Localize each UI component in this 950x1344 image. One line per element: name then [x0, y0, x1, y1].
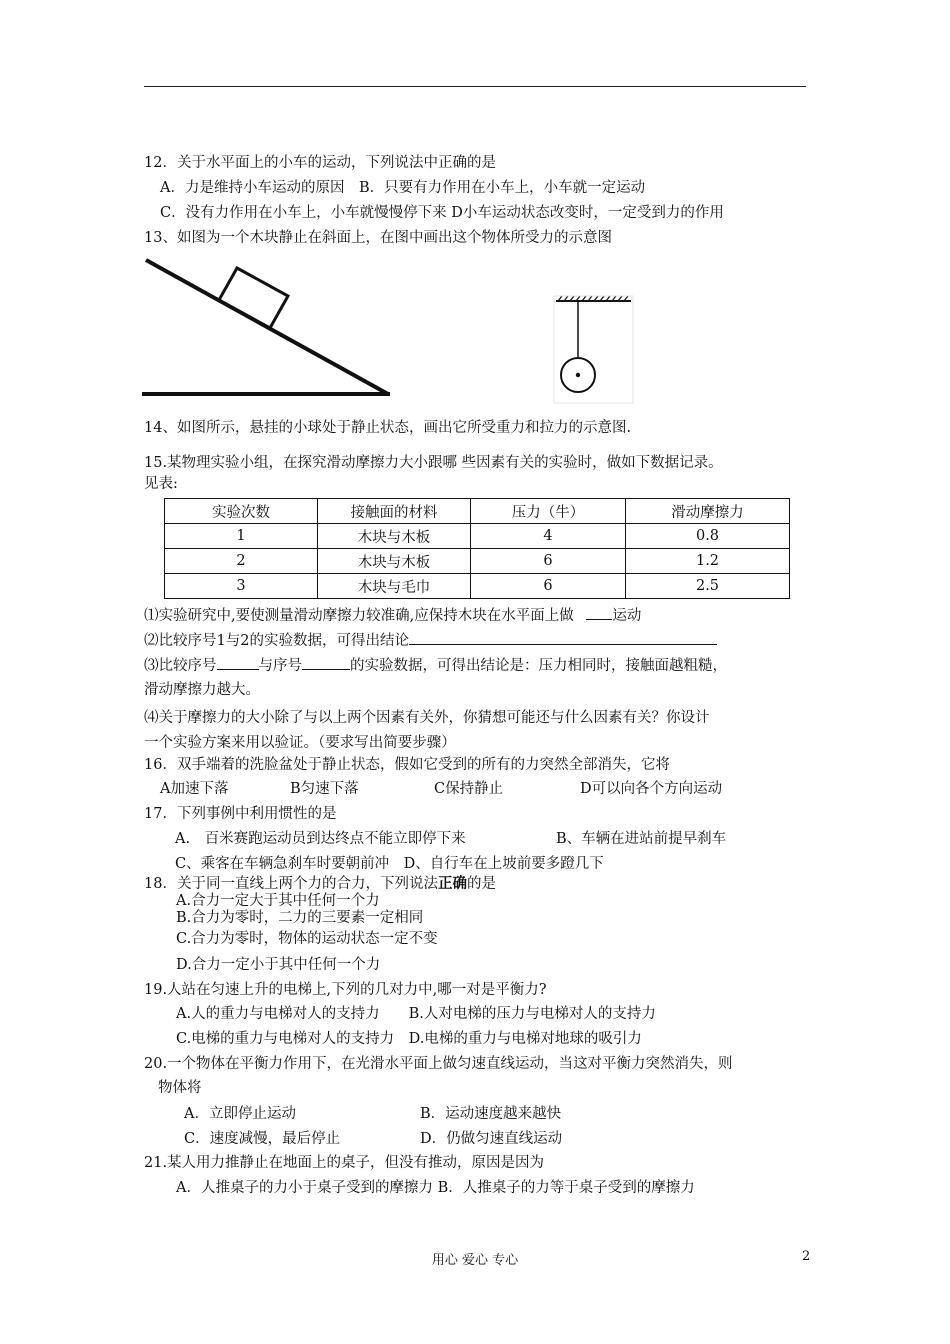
q15-sub1-text: ⑴实验研究中,要使测量滑动摩擦力较准确,应保持木块在水平面上做 — [144, 608, 574, 624]
q19-options-cd: C.电梯的重力与电梯对人的支持力 D.电梯的重力与电梯对地球的吸引力 — [176, 1031, 642, 1047]
table-header-cell: 压力（牛） — [471, 499, 626, 524]
table-header-row — [165, 499, 790, 524]
q20-option-d: D．仍做匀速直线运动 — [420, 1131, 563, 1147]
table-header-cell: 接触面的材料 — [318, 499, 471, 524]
wooden-block — [219, 268, 288, 328]
q15-sub1-text-end: 运动 — [612, 608, 642, 624]
q15-sub1-blank[interactable] — [586, 605, 612, 620]
q15-sub1 — [144, 605, 641, 626]
q16-option-a: A加速下落 — [160, 781, 229, 797]
q15-sub3-cont: 滑动摩擦力越大。 — [144, 682, 260, 698]
q15-sub2-blank[interactable] — [409, 630, 717, 645]
q18-option-b: B.合力为零时，二力的三要素一定相同 — [176, 910, 424, 926]
q16-stem: 16．双手端着的洗脸盆处于静止状态，假如它受到的所有的力突然全部消失，它将 — [144, 757, 670, 773]
q16-option-b: B匀速下落 — [290, 781, 359, 797]
q16-option-d: D可以向各个方向运动 — [580, 781, 723, 797]
q15-sub4: ⑷关于摩擦力的大小除了与以上两个因素有关外，你猜想可能还与什么因素有关？你设计 — [144, 710, 710, 726]
q17-options-cd: C、乘客在车辆急刹车时要朝前冲 D、自行车在上坡前要多蹬几下 — [175, 856, 604, 872]
page-footer: 用心 爱心 专心 — [431, 1253, 519, 1268]
q15-sub3-text-3: 的实验数据，可得出结论是：压力相同时，接触面越粗糙， — [350, 658, 727, 674]
table-cell: 木块与木板 — [318, 524, 471, 549]
q21-options-ab: A．人推桌子的力小于桌子受到的摩擦力 B．人推桌子的力等于桌子受到的摩擦力 — [176, 1180, 695, 1196]
q18-option-d: D.合力一定小于其中任何一个力 — [176, 957, 381, 973]
q18-stem-text: 18．关于同一直线上两个力的合力，下列说法 — [144, 876, 438, 892]
table-cell: 0.8 — [626, 524, 790, 549]
table-cell: 木块与木板 — [318, 549, 471, 574]
q15-sub3-blank-2[interactable] — [302, 655, 350, 670]
q18-stem-bold: 正确 — [437, 876, 467, 892]
q20-stem-cont: 物体将 — [158, 1080, 202, 1096]
q18-stem-text-end: 的是 — [466, 876, 496, 892]
q13-stem: 13、如图为一个木块静止在斜面上，在图中画出这个物体所受力的示意图 — [144, 230, 612, 246]
page-number: 2 — [802, 1249, 811, 1264]
table-header-cell: 实验次数 — [165, 499, 318, 524]
q15-sub3-blank-1[interactable] — [217, 655, 259, 670]
table-cell: 6 — [471, 549, 626, 574]
q15-sub3-text: ⑶比较序号 — [144, 658, 217, 674]
q20-option-a: A．立即停止运动 — [184, 1106, 296, 1122]
table-cell: 3 — [165, 574, 318, 599]
table-row — [165, 574, 790, 599]
table-cell: 2 — [165, 549, 318, 574]
table-cell: 6 — [471, 574, 626, 599]
table-cell: 木块与毛巾 — [318, 574, 471, 599]
q12-options-ab: A．力是维持小车运动的原因 B．只要有力作用在小车上，小车就一定运动 — [160, 180, 646, 196]
q20-option-b: B．运动速度越来越快 — [420, 1106, 562, 1122]
q21-stem: 21.某人用力推静止在地面上的桌子，但没有推动，原因是因为 — [144, 1155, 545, 1171]
table-header-cell: 滑动摩擦力 — [626, 499, 790, 524]
header-rule — [144, 86, 806, 87]
q20-stem: 20.一个物体在平衡力作用下，在光滑水平面上做匀速直线运动，当这对平衡力突然消失，则 — [144, 1056, 733, 1072]
q16-option-c: C保持静止 — [434, 781, 504, 797]
q19-options-ab: A.人的重力与电梯对人的支持力 B.人对电梯的压力与电梯对人的支持力 — [176, 1006, 656, 1022]
q17-stem: 17．下列事例中利用惯性的是 — [144, 806, 337, 822]
q15-sub3 — [144, 655, 727, 676]
q15-sub2-text: ⑵比较序号1与2的实验数据，可得出结论 — [144, 633, 409, 649]
q12-options-cd: C．没有力作用在小车上，小车就慢慢停下来 D小车运动状态改变时，一定受到力的作用 — [160, 205, 724, 221]
table-cell: 2.5 — [626, 574, 790, 599]
q18-option-c: C.合力为零时，物体的运动状态一定不变 — [176, 931, 438, 947]
q19-stem: 19.人站在匀速上升的电梯上,下列的几对力中,哪一对是平衡力? — [144, 982, 547, 998]
friction-data-table — [164, 498, 790, 599]
q12-stem: 12．关于水平面上的小车的运动，下列说法中正确的是 — [144, 155, 496, 171]
q17-option-b: B、车辆在进站前提早刹车 — [556, 831, 727, 847]
table-row — [165, 549, 790, 574]
table-cell: 1.2 — [626, 549, 790, 574]
table-cell: 1 — [165, 524, 318, 549]
q15-sub3-text-2: 与序号 — [258, 658, 302, 674]
q15-stem: 15.某物理实验小组，在探究滑动摩擦力大小跟哪 些因素有关的实验时，做如下数据记录。 — [144, 455, 723, 471]
ball-center-dot — [576, 373, 580, 377]
table-cell: 4 — [471, 524, 626, 549]
q15-sub4-cont: 一个实验方案来用以验证。（要求写出简要步骤） — [144, 735, 456, 751]
hanging-ball-figure — [553, 295, 635, 405]
q14-stem: 14、如图所示，悬挂的小球处于静止状态，画出它所受重力和拉力的示意图. — [144, 420, 632, 436]
q18-option-a: A.合力一定大于其中任何一个力 — [176, 893, 380, 909]
incline-block-figure — [140, 254, 400, 400]
q15-sub2 — [144, 630, 717, 651]
q17-option-a: A. 百米赛跑运动员到达终点不能立即停下来 — [175, 831, 466, 847]
q20-option-c: C．速度减慢，最后停止 — [184, 1131, 341, 1147]
table-row — [165, 524, 790, 549]
q15-stem-cont: 见表: — [144, 476, 178, 492]
